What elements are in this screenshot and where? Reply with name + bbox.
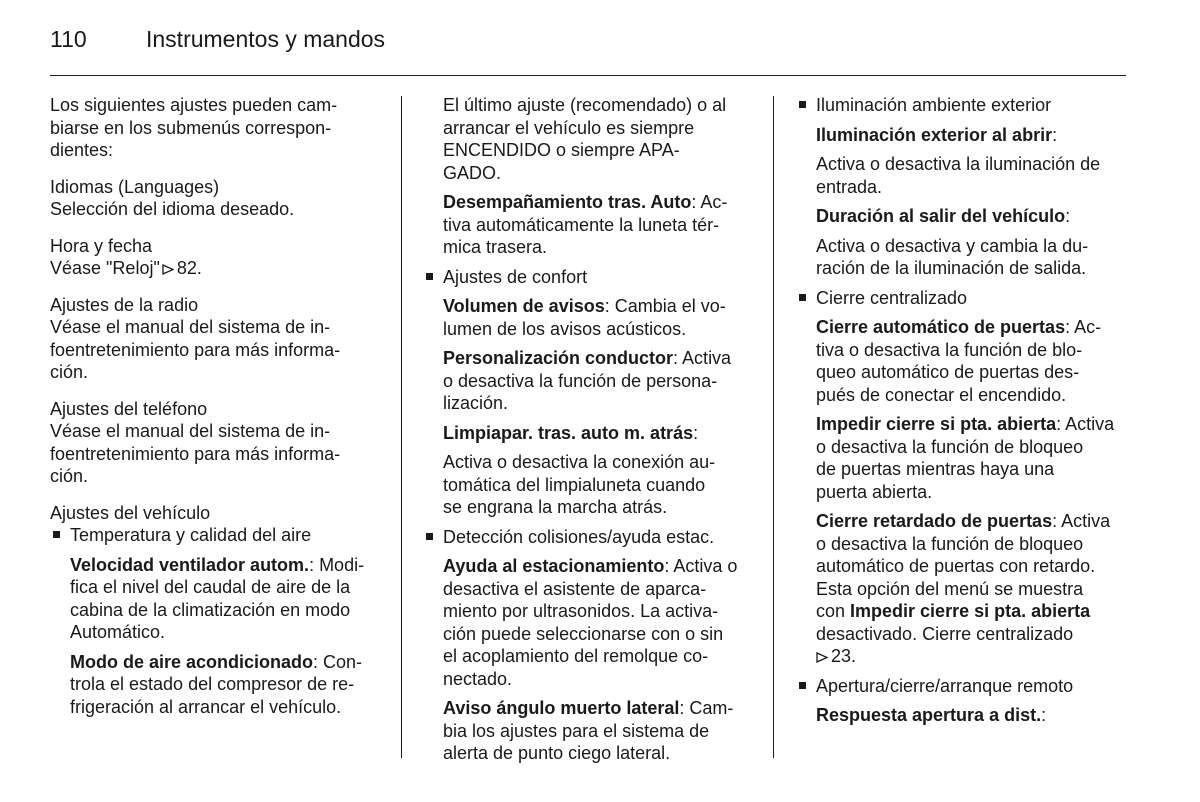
setting-label: Impedir cierre si pta. abierta [816, 414, 1057, 434]
setting-text: el acoplamiento del remolque co- [443, 646, 709, 666]
bullet-heading-parking: Detección colisiones/ayuda estac. [443, 526, 763, 549]
setting-label: Cierre retardado de puertas [816, 511, 1053, 531]
intro-line: biarse en los submenús correspon- [50, 117, 332, 138]
setting-item: Limpiapar. tras. auto m. atrás: [443, 422, 699, 443]
setting-text: entrada. [816, 176, 883, 197]
setting-text: trola el estado del compresor de re- [70, 674, 355, 694]
setting-label: Duración al salir del vehículo [816, 206, 1066, 226]
setting-text: Activa o desactiva la iluminación de [816, 154, 1101, 174]
setting-label: Modo de aire acondicionado [70, 651, 314, 672]
setting-text: GADO. [443, 162, 502, 183]
setting-label: Cierre automático de puertas [816, 317, 1066, 337]
section-text: ción. [50, 362, 89, 382]
setting-label: Respuesta apertura a dist. [816, 705, 1042, 725]
section-title-time-date: Hora y fecha [50, 235, 153, 256]
setting-label: Iluminación exterior al abrir [816, 124, 1053, 145]
setting-text: Automático. [70, 622, 166, 642]
setting-text: cabina de la climatización en modo [70, 599, 351, 620]
column-1 [50, 94, 390, 718]
setting-text: nectado. [443, 668, 513, 689]
setting-label: Personalización conductor [443, 348, 674, 368]
setting-text: de puertas mientras haya una [816, 459, 1055, 479]
bullet-heading-exterior-lighting: Iluminación ambiente exterior [816, 94, 1136, 117]
setting-item: Personalización conductor: Activa [443, 348, 732, 368]
setting-text: automático de puertas con retardo. [816, 556, 1096, 576]
section-title-vehicle: Ajustes del vehículo [50, 502, 211, 523]
setting-text [816, 645, 1136, 668]
bullet-body [796, 124, 1136, 280]
setting-item: Duración al salir del vehículo: [816, 206, 1071, 226]
setting-text: desactivado. Cierre centralizado [816, 623, 1074, 644]
bullet-heading-comfort: Ajustes de confort [443, 266, 763, 289]
page-title: Instrumentos y mandos [146, 26, 386, 52]
setting-item: Ayuda al estacionamiento: Activa o [443, 556, 738, 576]
setting-item: Desempañamiento tras. Auto: Ac- [443, 192, 728, 212]
page-reference: 23. [831, 646, 857, 666]
section-text: Selección del idioma deseado. [50, 199, 295, 219]
setting-item: Iluminación exterior al abrir: [816, 124, 1058, 145]
setting-label: Volumen de avisos [443, 296, 605, 316]
page-number: 110 [50, 26, 87, 52]
setting-item: Cierre automático de puertas: Ac- [816, 317, 1102, 337]
setting-item: Velocidad ventilador autom.: Modi- [70, 554, 365, 575]
page-reference-icon [816, 652, 828, 662]
setting-label: Limpiapar. tras. auto m. atrás [443, 422, 694, 443]
column-3 [796, 94, 1136, 727]
setting-text: arrancar el vehículo es siempre [443, 117, 695, 138]
setting-item: Aviso ángulo muerto lateral: Cam- [443, 698, 734, 718]
setting-text: Activa o desactiva la conexión au- [443, 452, 716, 472]
setting-label: Desempañamiento tras. Auto [443, 192, 692, 212]
setting-label: Impedir cierre si pta. abierta [850, 601, 1091, 621]
page-header [50, 26, 385, 53]
intro-line: dientes: [50, 140, 114, 160]
section-text: Véase el manual del sistema de in- [50, 317, 331, 337]
setting-text: miento por ultrasonidos. La activa- [443, 601, 719, 621]
setting-item: Volumen de avisos: Cambia el vo- [443, 296, 726, 316]
page-reference-icon [162, 264, 174, 274]
section-text: ción. [50, 466, 89, 486]
column-2 [423, 94, 763, 765]
column-divider-2 [773, 96, 774, 758]
setting-text: El último ajuste (recomendado) o al [443, 95, 727, 115]
bullet-body [796, 704, 1136, 727]
bullet-body [423, 94, 763, 259]
section-title-phone: Ajustes del teléfono [50, 398, 208, 419]
bullet-heading-central-locking: Cierre centralizado [816, 287, 1136, 310]
setting-text: con Impedir cierre si pta. abierta [816, 601, 1091, 621]
setting-item: Impedir cierre si pta. abierta: Activa [816, 414, 1115, 434]
section-text: Véase "Reloj" 82. [50, 258, 202, 278]
setting-text: ENCENDIDO o siempre APA- [443, 140, 680, 160]
setting-text: se engrana la marcha atrás. [443, 497, 668, 517]
section-title-languages: Idiomas (Languages) [50, 176, 220, 197]
setting-text: puerta abierta. [816, 481, 933, 502]
section-title-radio: Ajustes de la radio [50, 294, 199, 315]
bullet-body [423, 555, 763, 765]
setting-text: queo automático de puertas des- [816, 362, 1080, 382]
header-rule [50, 75, 1126, 76]
bullet-body [423, 295, 763, 519]
bullet-heading-temperature: Temperatura y calidad del aire [70, 524, 390, 547]
setting-text: lumen de los avisos acústicos. [443, 318, 687, 339]
setting-label: Velocidad ventilador autom. [70, 554, 310, 575]
section-text: Véase el manual del sistema de in- [50, 421, 331, 441]
setting-text: tiva o desactiva la función de blo- [816, 339, 1083, 360]
setting-item: Respuesta apertura a dist.: [816, 705, 1047, 725]
section-text: foentretenimiento para más informa- [50, 443, 341, 464]
setting-text: pués de conectar el encendido. [816, 384, 1067, 405]
setting-text: lización. [443, 393, 509, 413]
page-reference: 82. [176, 258, 202, 278]
setting-text: o desactiva la función de bloqueo [816, 436, 1084, 457]
section-text: foentretenimiento para más informa- [50, 339, 341, 360]
setting-text: Esta opción del menú se muestra [816, 578, 1084, 599]
setting-text: fica el nivel del caudal de aire de la [70, 577, 351, 597]
setting-text: tomática del limpialuneta cuando [443, 474, 706, 495]
setting-label: Aviso ángulo muerto lateral [443, 698, 680, 718]
bullet-heading-remote: Apertura/cierre/arranque remoto [816, 675, 1136, 698]
setting-text: mica trasera. [443, 237, 548, 257]
setting-text: o desactiva la función de persona- [443, 370, 718, 391]
setting-text: desactiva el asistente de aparca- [443, 578, 707, 599]
setting-text: alerta de punto ciego lateral. [443, 743, 671, 763]
bullet-body [50, 554, 390, 719]
setting-text: Activa o desactiva y cambia la du- [816, 235, 1089, 256]
bullet-body [796, 316, 1136, 668]
setting-text: bia los ajustes para el sistema de [443, 720, 710, 741]
setting-text: tiva automáticamente la luneta tér- [443, 214, 720, 235]
setting-text: o desactiva la función de bloqueo [816, 533, 1084, 554]
setting-text: frigeración al arrancar el vehículo. [70, 696, 342, 717]
setting-item: Modo de aire acondicionado: Con- [70, 651, 363, 672]
setting-text: ción puede seleccionarse con o sin [443, 623, 724, 644]
setting-text: ración de la iluminación de salida. [816, 258, 1087, 278]
column-divider-1 [401, 96, 402, 758]
setting-item: Cierre retardado de puertas: Activa [816, 511, 1111, 531]
setting-label: Ayuda al estacionamiento [443, 556, 665, 576]
intro-line: Los siguientes ajustes pueden cam- [50, 95, 338, 115]
